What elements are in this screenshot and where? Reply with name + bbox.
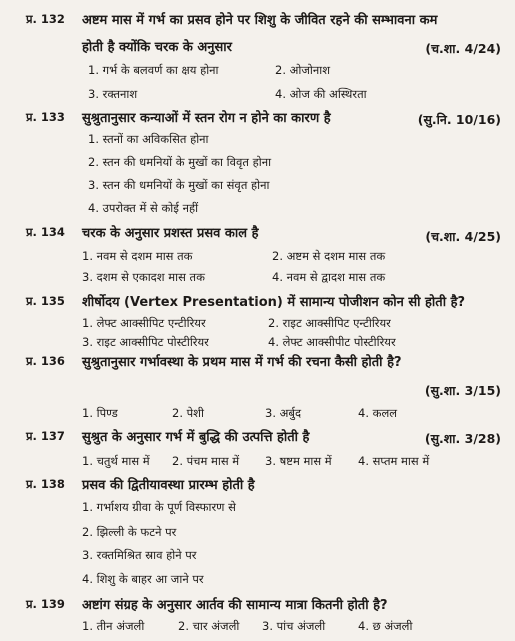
question-text-line2: होती है क्योंकि चरक के अनुसार (82, 40, 232, 55)
question-number: प्र. 133 (26, 110, 65, 124)
option-3: 3. रक्तमिश्रित स्राव होने पर (82, 548, 197, 562)
option-4: 4. उपरोक्त में से कोई नहीं (88, 201, 199, 215)
option-1: 1. चतुर्थ मास में (82, 454, 150, 468)
question-number: प्र. 137 (26, 429, 65, 443)
question-text-line1: चरक के अनुसार प्रशस्त प्रसव काल है (82, 226, 259, 241)
question-source: (सु.शा. 3/15) (424, 383, 501, 398)
question-text-line1: अष्टांग संग्रह के अनुसार आर्तव की सामान्य मात्रा कितनी होती है? (82, 598, 388, 613)
option-3: 3. षष्टम मास में (265, 454, 332, 468)
question-source: (सु.शा. 3/28) (424, 431, 501, 446)
option-2: 2. राइट आक्सीपिट एन्टीरियर (268, 316, 391, 330)
question-number: प्र. 132 (26, 12, 65, 26)
question-text-line1: प्रसव की द्वितीयावस्था प्रारम्भ होती है (82, 478, 255, 493)
question-text-line1: शीर्षोदय (Vertex Presentation) में सामान्य पोजीशन कोन सी होती है? (82, 295, 466, 310)
option-4: 4. ओज की अस्थिरता (275, 87, 367, 101)
question-text-line1: सुश्रुतानुसार कन्याओं में स्तन रोग न होने का कारण है (82, 111, 331, 126)
option-2: 2. स्तन की धमनियों के मुखों का विवृत होना (88, 155, 272, 169)
option-3: 3. दशम से एकादश मास तक (82, 270, 205, 284)
question-number: प्र. 135 (26, 294, 65, 308)
option-3: 3. स्तन की धमनियों के मुखों का संवृत होना (88, 178, 270, 192)
option-4: 4. नवम से द्वादश मास तक (272, 270, 386, 284)
option-1: 1. गर्भ के बलवर्ण का क्षय होना (88, 63, 219, 77)
option-1: 1. पिण्ड (82, 406, 118, 420)
option-2: 2. ओजोनाश (275, 63, 331, 77)
option-4: 4. सप्तम मास में (358, 454, 430, 468)
option-3: 3. रक्तनाश (88, 87, 138, 101)
option-4: 4. कलल (358, 406, 398, 420)
question-text-line1: अष्टम मास में गर्भ का प्रसव होने पर शिशु के जीवित रहने की सम्भावना कम (82, 13, 438, 28)
option-4: 4. लेफ्ट आक्सीपीट पोस्टीरियर (268, 335, 396, 349)
question-number: प्र. 134 (26, 225, 65, 239)
question-source: (च.शा. 4/25) (425, 229, 501, 244)
question-number: प्र. 139 (26, 597, 65, 611)
question-number: प्र. 136 (26, 354, 65, 368)
option-2: 2. पंचम मास में (172, 454, 240, 468)
option-1: 1. लेफ्ट आक्सीपिट एन्टीरियर (82, 316, 206, 330)
option-2: 2. अष्टम से दशम मास तक (272, 249, 386, 263)
option-3: 3. राइट आक्सीपिट पोस्टीरियर (82, 335, 209, 349)
question-source: (च.शा. 4/24) (425, 41, 501, 56)
option-3: 3. पांच अंजली (262, 619, 326, 633)
question-text-line1: सुश्रुत के अनुसार गर्भ में बुद्धि की उत्पत्ति होती है (82, 430, 310, 445)
option-2: 2. पेशी (172, 406, 204, 420)
question-source: (सु.नि. 10/16) (417, 112, 501, 127)
option-1: 1. स्तनों का अविकसित होना (88, 132, 209, 146)
option-2: 2. चार अंजली (178, 619, 240, 633)
option-1: 1. गर्भाशय ग्रीवा के पूर्ण विस्फारण से (82, 500, 236, 514)
option-3: 3. अर्बुद (265, 406, 302, 420)
option-1: 1. तीन अंजली (82, 619, 145, 633)
question-number: प्र. 138 (26, 477, 65, 491)
option-2: 2. झिल्ली के फटने पर (82, 525, 177, 539)
option-4: 4. शिशु के बाहर आ जाने पर (82, 572, 204, 586)
option-4: 4. छ अंजली (358, 619, 413, 633)
option-1: 1. नवम से दशम मास तक (82, 249, 193, 263)
question-text-line1: सुश्रुतानुसार गर्भावस्था के प्रथम मास में गर्भ की रचना कैसी होती है? (82, 355, 402, 370)
